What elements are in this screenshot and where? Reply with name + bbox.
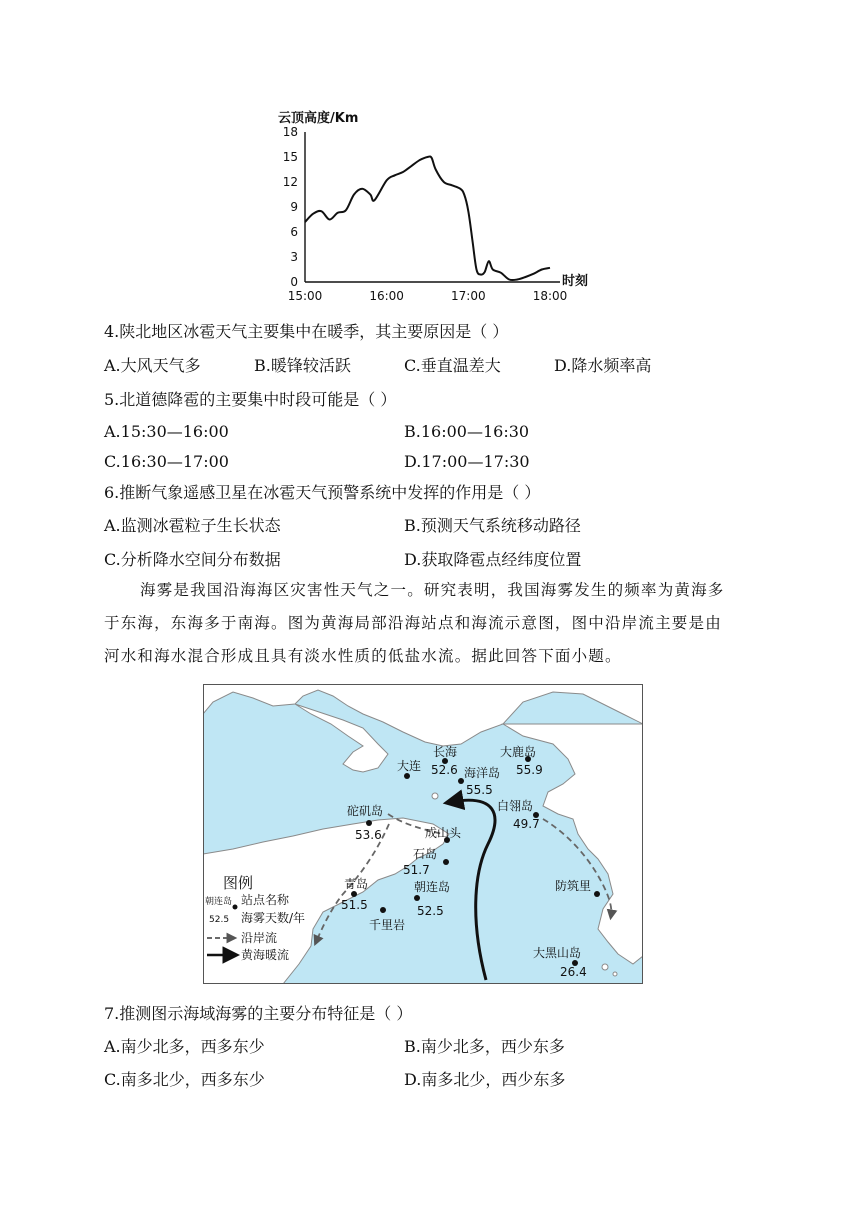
q4-option-a: A.大风天气多 — [104, 356, 201, 375]
question-6-stem: 6.推断气象遥感卫星在冰雹天气预警系统中发挥的作用是（ ） — [104, 483, 541, 502]
station-name-daludao: 大鹿岛 — [500, 745, 537, 759]
station-value-daheishandao: 26.4 — [560, 965, 587, 979]
legend-sample-value: 52.5 — [209, 915, 230, 925]
passage-line-1: 海雾是我国沿海海区灾害性天气之一。研究表明，我国海雾发生的频率为黄海多 — [140, 581, 725, 599]
station-dot-dalian — [404, 773, 410, 779]
y-tick-label: 12 — [282, 175, 298, 189]
station-name-haiyangdao: 海洋岛 — [464, 766, 501, 780]
q5-option-c: C.16:30—17:00 — [104, 452, 229, 471]
q7-option-d: D.南多北少，西少东多 — [404, 1070, 566, 1089]
y-tick-label: 15 — [282, 150, 298, 164]
y-axis-label: 云顶高度/Km — [278, 111, 359, 126]
legend-coastal-current-label: 沿岸流 — [241, 931, 278, 945]
legend-sample-name: 朝连岛 — [205, 897, 233, 907]
q7-option-b: B.南少北多，西少东多 — [404, 1037, 565, 1056]
y-tick-label: 9 — [290, 200, 298, 214]
passage-line-2: 于东海，东海多于南海。图为黄海局部沿海站点和海流示意图，图中沿岸流主要是由 — [104, 614, 722, 632]
cloud-top-height-chart — [270, 100, 610, 310]
station-dot-qingdao — [351, 891, 357, 897]
station-dot-fangzhuli — [594, 891, 600, 897]
x-tick-label: 16:00 — [369, 289, 404, 303]
y-tick-label: 18 — [282, 125, 298, 139]
passage-line-3: 河水和海水混合形成且具有淡水性质的低盐水流。据此回答下面小题。 — [104, 647, 622, 665]
x-tick-label: 17:00 — [451, 289, 486, 303]
island — [432, 793, 438, 799]
station-name-qianliyan: 千里岩 — [369, 918, 406, 932]
station-value-shidao: 51.7 — [403, 863, 430, 877]
station-name-chaoliandao: 朝连岛 — [414, 880, 451, 894]
station-dot-shidao — [443, 859, 449, 865]
q6-option-a: A.监测冰雹粒子生长状态 — [104, 516, 281, 535]
station-value-changhai: 52.6 — [431, 763, 458, 777]
station-value-daludao: 55.9 — [516, 763, 543, 777]
q4-option-d: D.降水频率高 — [554, 356, 652, 375]
question-5-stem: 5.北道德降雹的主要集中时段可能是（ ） — [104, 390, 397, 409]
legend-title: 图例 — [223, 874, 254, 892]
y-tick-label: 6 — [290, 225, 298, 239]
station-dot-chaoliandao — [414, 895, 420, 901]
station-name-dalian: 大连 — [397, 759, 422, 773]
station-dot-tuojidao — [366, 820, 372, 826]
station-dot-qianliyan — [380, 907, 386, 913]
q6-option-c: C.分析降水空间分布数据 — [104, 550, 281, 569]
q7-option-c: C.南多北少，西多东少 — [104, 1070, 265, 1089]
question-7-stem: 7.推测图示海域海雾的主要分布特征是（ ） — [104, 1004, 413, 1023]
y-tick-label: 0 — [290, 275, 298, 289]
x-tick-label: 15:00 — [287, 289, 323, 303]
station-value-haiyangdao: 55.5 — [466, 783, 493, 797]
station-value-qingdao: 51.5 — [341, 898, 368, 912]
y-tick-label: 3 — [290, 250, 298, 264]
legend-station-dot — [233, 905, 238, 910]
island — [602, 964, 608, 970]
q5-option-a: A.15:30—16:00 — [104, 422, 229, 441]
legend-warm-current-label: 黄海暖流 — [241, 948, 290, 962]
station-name-changhai: 长海 — [433, 745, 458, 759]
station-value-chaoliandao: 52.5 — [417, 904, 444, 918]
yellow-sea-map — [203, 684, 643, 984]
cloud-top-height-line — [305, 156, 550, 280]
station-name-chengshantou: 成山头 — [425, 826, 462, 840]
q7-option-a: A.南少北多，西多东少 — [104, 1037, 265, 1056]
legend-station-name-label: 站点名称 — [241, 893, 290, 907]
q5-option-b: B.16:00—16:30 — [404, 422, 530, 441]
station-name-tuojidao: 砣矶岛 — [347, 804, 384, 818]
station-name-shidao: 石岛 — [413, 847, 438, 861]
x-tick-label: 18:00 — [532, 289, 568, 303]
station-value-bailingdao: 49.7 — [513, 817, 540, 831]
q4-option-b: B.暖锋较活跃 — [254, 356, 351, 375]
station-name-bailingdao: 白翎岛 — [497, 799, 534, 813]
station-name-qingdao: 青岛 — [344, 877, 369, 891]
station-name-daheishandao: 大黑山岛 — [533, 946, 582, 960]
x-axis-label: 时刻 — [562, 274, 589, 289]
question-4-stem: 4.陕北地区冰雹天气主要集中在暖季，其主要原因是（ ） — [104, 322, 509, 341]
island — [613, 972, 617, 976]
legend-fog-days-label: 海雾天数/年 — [241, 911, 306, 925]
q6-option-d: D.获取降雹点经纬度位置 — [404, 550, 582, 569]
station-name-fangzhuli: 防筑里 — [555, 879, 592, 893]
y-tick-labels — [283, 125, 298, 289]
station-value-tuojidao: 53.6 — [355, 828, 382, 842]
q4-option-c: C.垂直温差大 — [404, 356, 501, 375]
q6-option-b: B.预测天气系统移动路径 — [404, 516, 581, 535]
q5-option-d: D.17:00—17:30 — [404, 452, 530, 471]
x-tick-labels — [288, 289, 568, 303]
